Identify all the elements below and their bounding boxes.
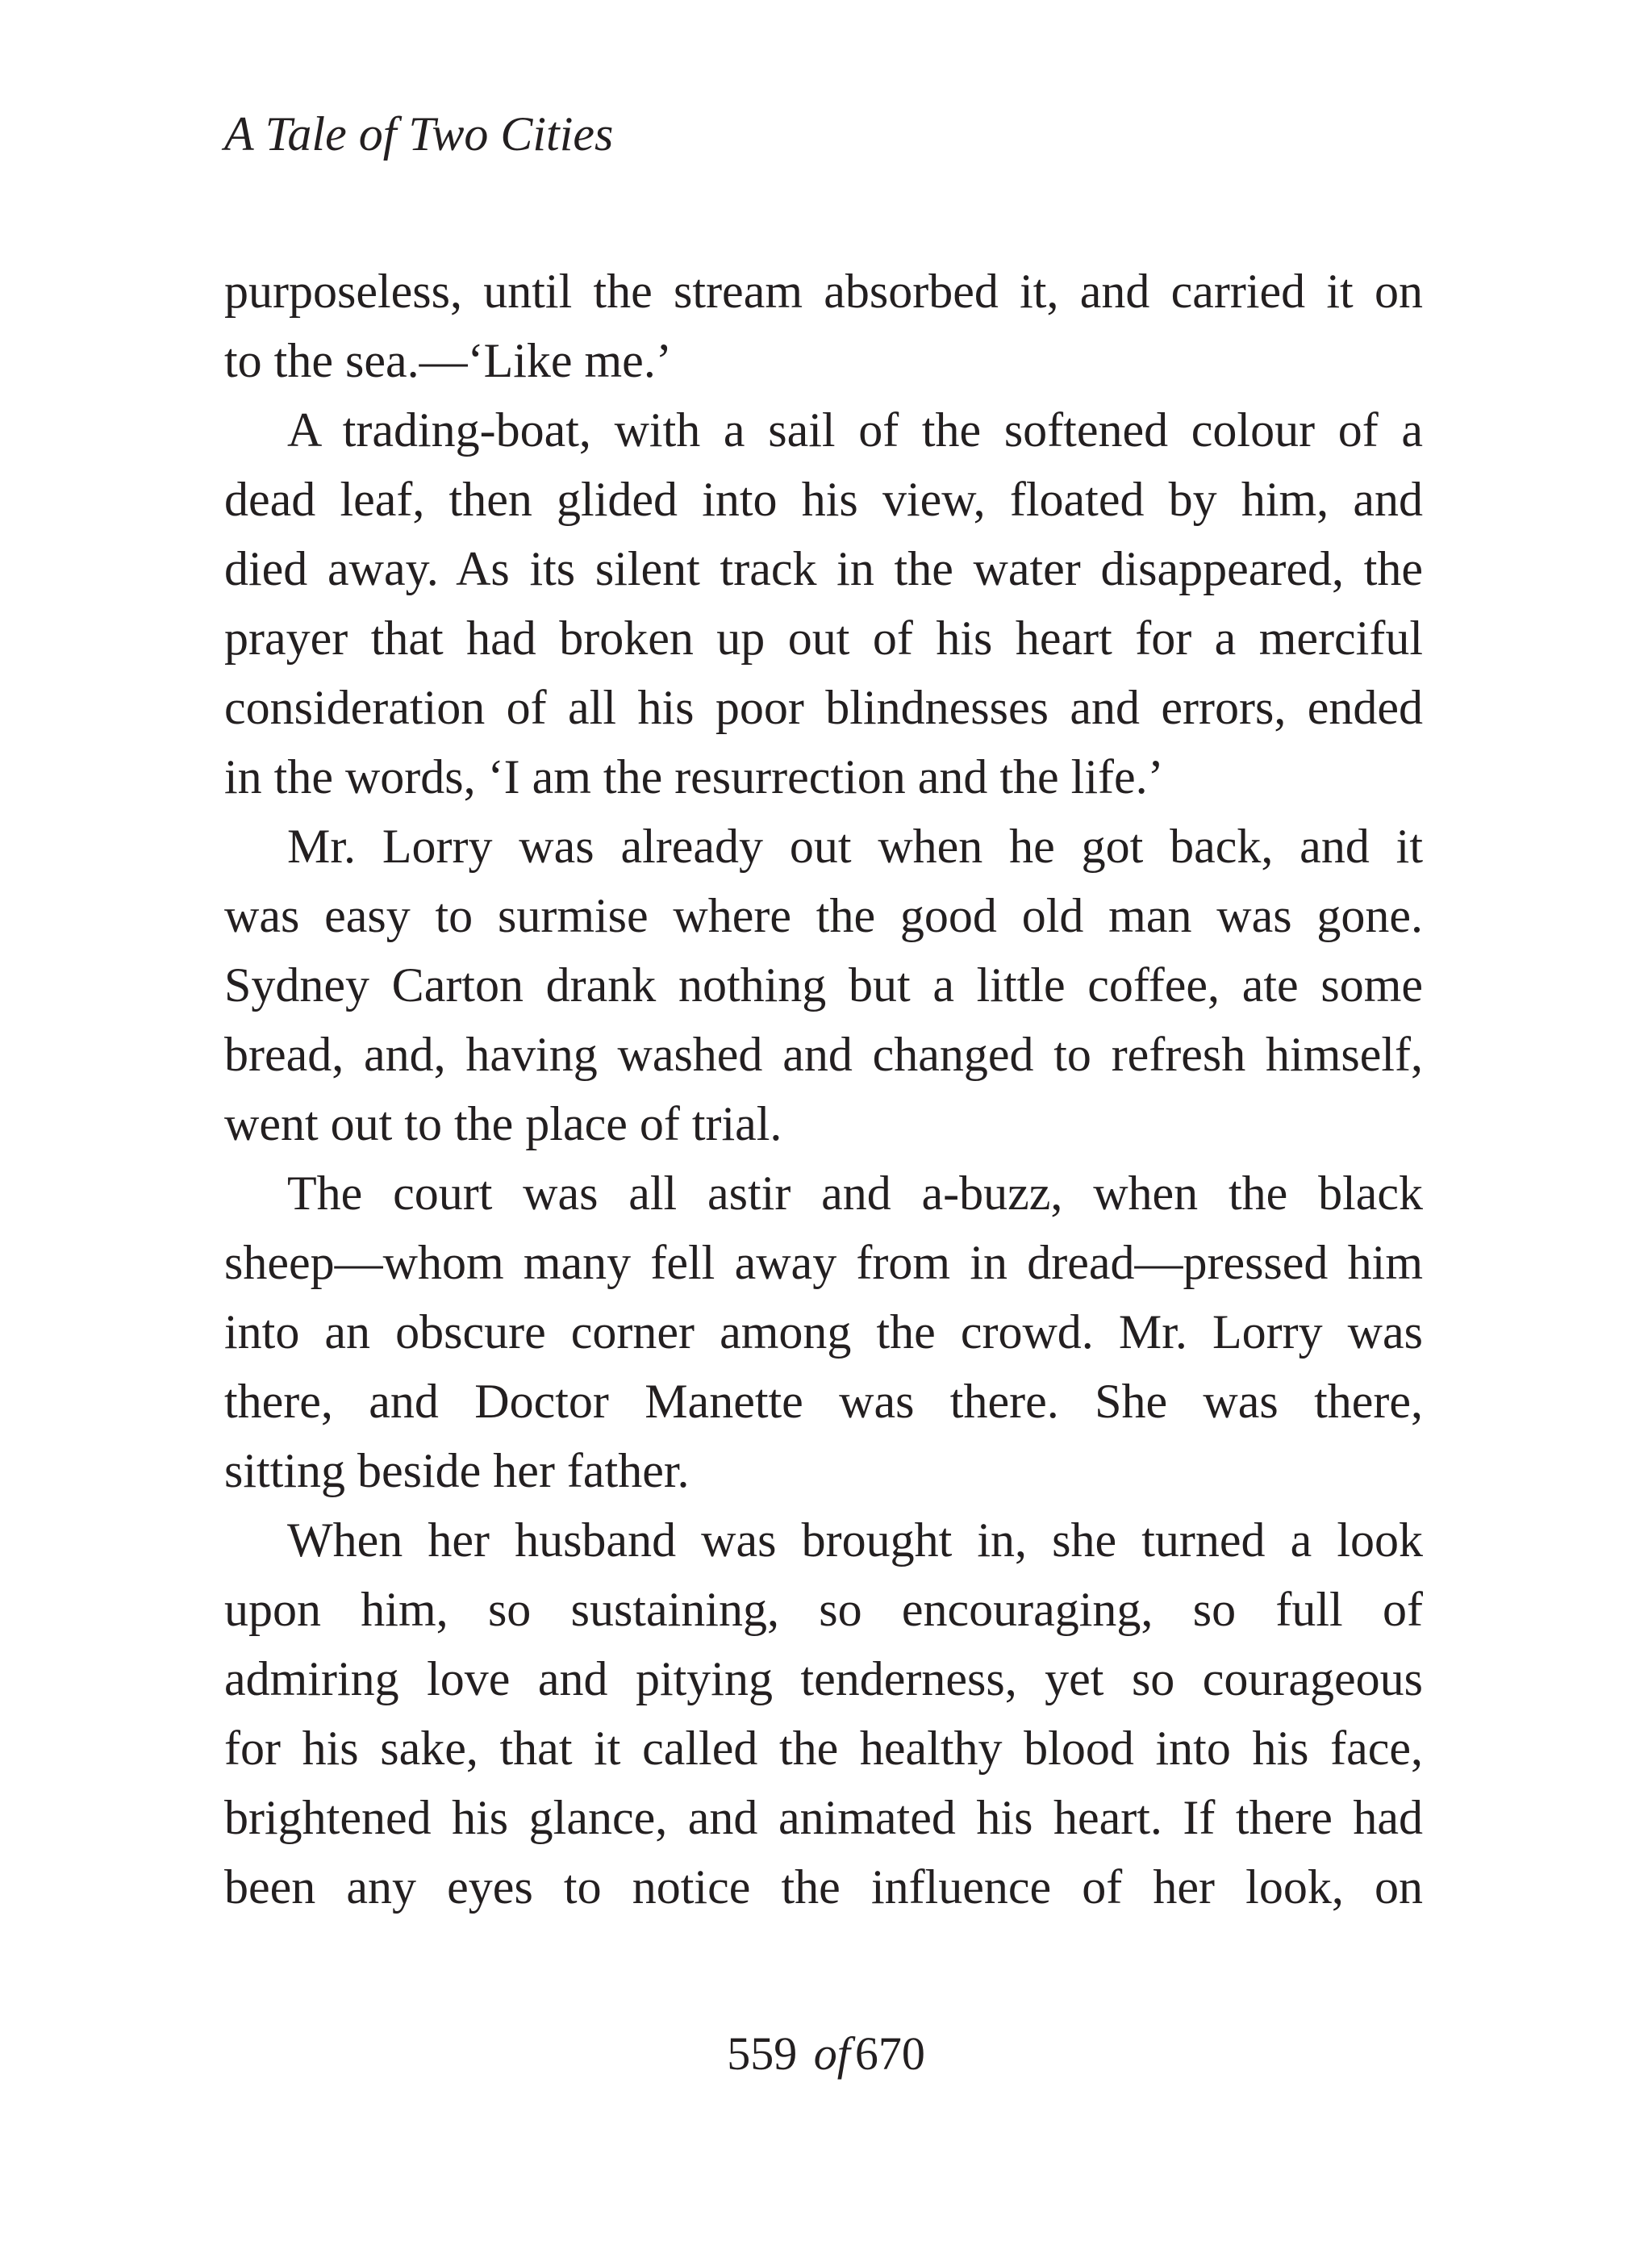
text-line: purposeless, until the stream absorbed it, and carried it on	[224, 265, 1423, 318]
text-line: upon him, so sustaining, so encouraging, so full of	[224, 1583, 1423, 1636]
page-total: 670	[854, 2027, 925, 2080]
text-line: to the sea.—‘Like me.’	[224, 334, 672, 387]
text-line: The court was all astir and a-buzz, when the black	[287, 1167, 1423, 1220]
text-line: dead leaf, then glided into his view, floated by him, and	[224, 473, 1423, 526]
text-line: brightened his glance, and animated his heart. If there had	[224, 1791, 1423, 1844]
text-line: died away. As its silent track in the water disappeared, the	[224, 542, 1423, 595]
text-line: there, and Doctor Manette was there. She was there,	[224, 1375, 1423, 1428]
text-line: into an obscure corner among the crowd. Mr. Lorry was	[224, 1305, 1423, 1359]
text-line: admiring love and pitying tenderness, yet so courageous	[224, 1652, 1423, 1705]
text-line: When her husband was brought in, she turned a look	[287, 1513, 1423, 1567]
text-line: Mr. Lorry was already out when he got back, and it	[287, 820, 1423, 873]
text-line: went out to the place of trial.	[224, 1097, 782, 1150]
page-number	[0, 2022, 1652, 2086]
text-line: consideration of all his poor blindnesses and errors, ended	[224, 681, 1423, 734]
text-line: A trading-boat, with a sail of the softened colour of a	[287, 403, 1423, 457]
text-line: bread, and, having washed and changed to refresh himself,	[224, 1028, 1423, 1081]
body-text	[224, 257, 1423, 1922]
text-line: was easy to surmise where the good old man was gone.	[224, 889, 1423, 942]
text-line: prayer that had broken up out of his heart for a merciful	[224, 612, 1423, 665]
text-line: in the words, ‘I am the resurrection and the life.’	[224, 750, 1164, 804]
page-current: 559	[727, 2027, 798, 2080]
text-line: Sydney Carton drank nothing but a little coffee, ate some	[224, 958, 1423, 1012]
page-of-label: of	[813, 2027, 850, 2080]
text-line: sitting beside her father.	[224, 1444, 690, 1497]
text-line: been any eyes to notice the influence of her look, on	[224, 1860, 1423, 1914]
running-head: A Tale of Two Cities	[224, 107, 614, 161]
text-line: for his sake, that it called the healthy blood into his face,	[224, 1722, 1423, 1775]
text-line: sheep—whom many fell away from in dread—pressed him	[224, 1236, 1423, 1289]
